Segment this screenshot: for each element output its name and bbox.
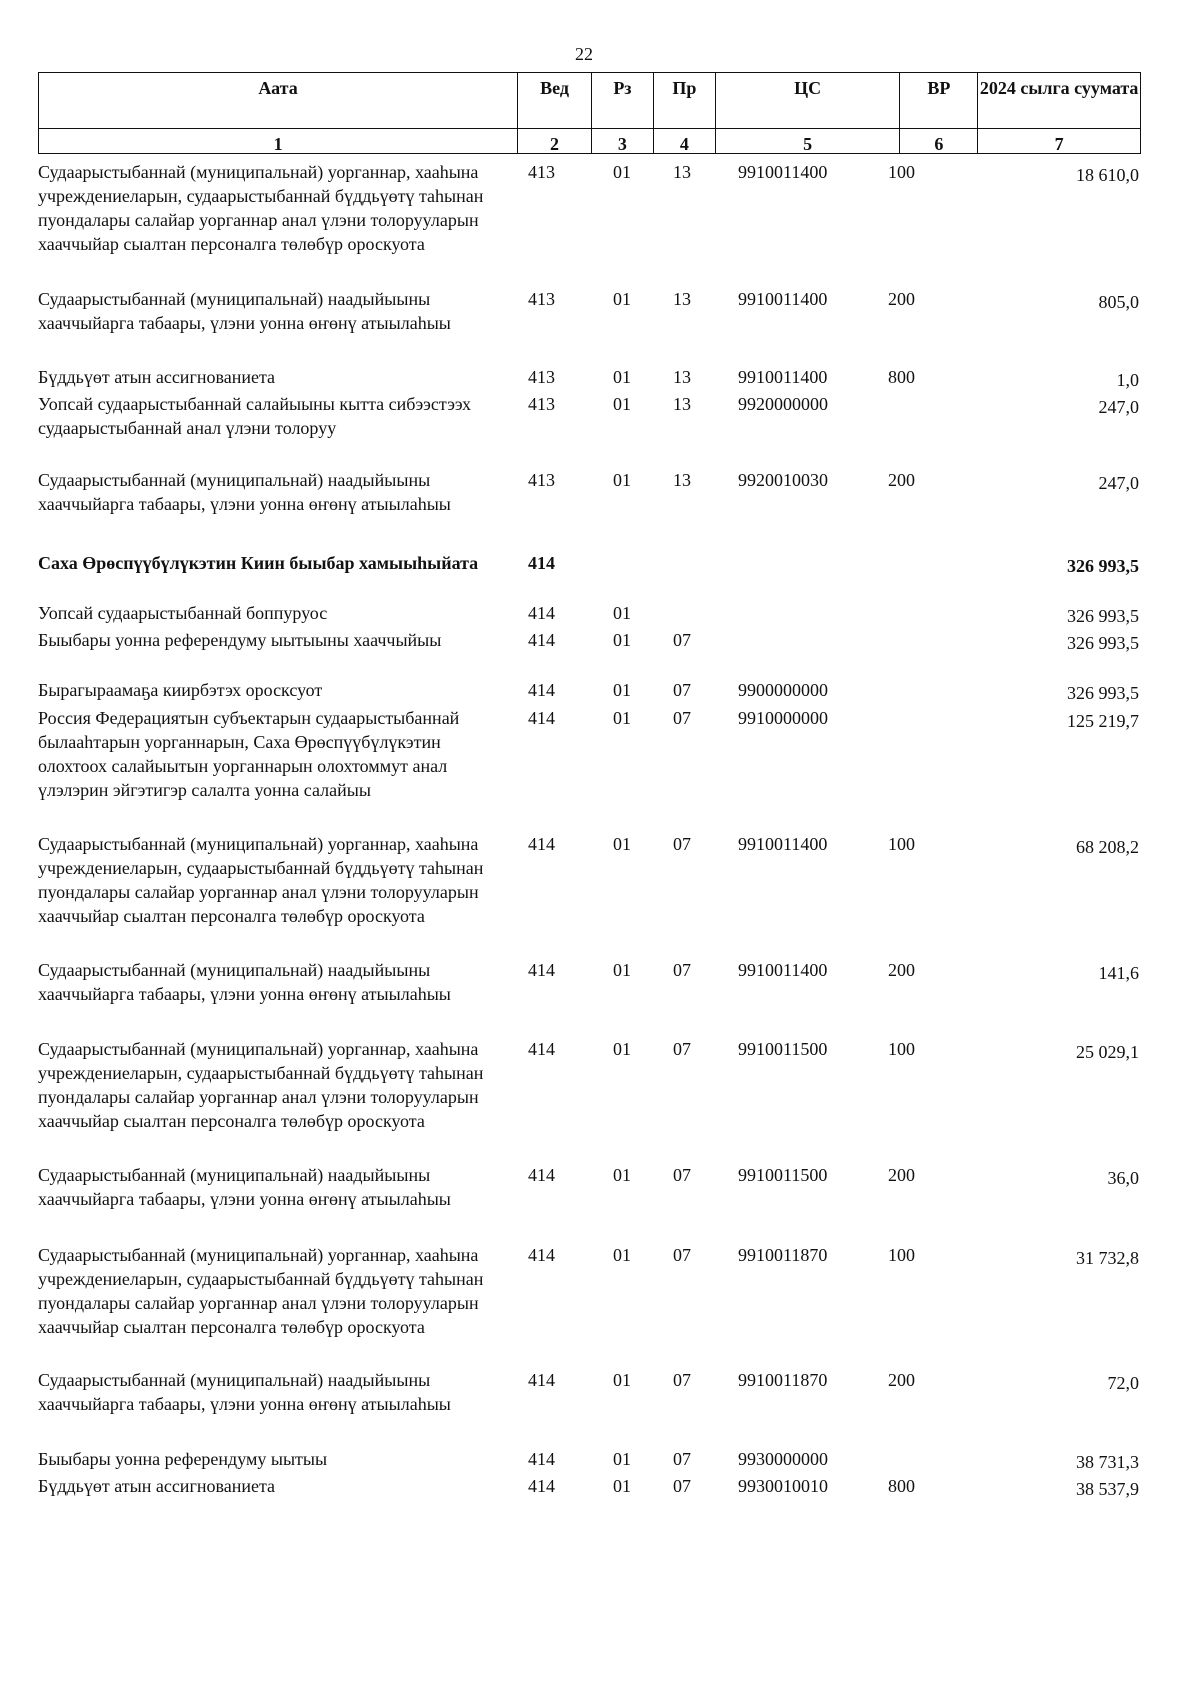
row-rz: 01 — [613, 1165, 631, 1185]
row-name: Судаарыстыбаннай (муниципальнай) уорганнар, хааһына учреждениеларын, судаарыстыбаннай бүддьүөтү таһынан пуондалары салайар уорганнар анал үлэни толорууларын хааччыйар сыалтан персоналга төлөбүр ороскуота — [38, 162, 484, 254]
row-name: Судаарыстыбаннай (муниципальнай) наадыйыыны хааччыйарга табаары, үлэни уонна өҥөнү атыылаһыы — [38, 1370, 451, 1414]
column-number: 4 — [654, 129, 716, 153]
header-row — [38, 72, 1141, 128]
row-rz: 01 — [613, 680, 631, 700]
column-number: 5 — [716, 129, 901, 153]
row-pr: 07 — [673, 1245, 691, 1265]
row-cs: 9910011400 — [738, 960, 828, 980]
row-name: Судаарыстыбаннай (муниципальнай) наадыйыыны хааччыйарга табаары, үлэни уонна өҥөнү атыылаһыы — [38, 1165, 451, 1209]
row-pr: 07 — [673, 1449, 691, 1469]
column-number: 7 — [1054, 134, 1064, 154]
column-number: 2 — [518, 129, 592, 153]
row-vr: 800 — [888, 1476, 915, 1496]
row-sum: 68 208,2 — [1076, 837, 1139, 857]
row-sum: 326 993,5 — [1067, 683, 1139, 703]
row-rz: 01 — [613, 367, 631, 387]
row-pr: 07 — [673, 1370, 691, 1390]
row-vr: 200 — [888, 1165, 915, 1185]
row-pr: 13 — [673, 470, 691, 490]
row-pr: 07 — [673, 960, 691, 980]
budget-table-header — [38, 72, 1141, 154]
row-cs: 9910011400 — [738, 367, 828, 387]
row-vr: 200 — [888, 1370, 915, 1390]
row-ved: 413 — [528, 394, 555, 414]
row-name: Бырагыраамаҕа киирбэтэх оросксуот — [38, 680, 323, 700]
row-rz: 01 — [613, 1245, 631, 1265]
row-vr: 800 — [888, 367, 915, 387]
row-sum: 247,0 — [1098, 473, 1139, 493]
row-rz: 01 — [613, 162, 631, 182]
row-ved: 413 — [528, 289, 555, 309]
row-ved: 414 — [528, 1039, 555, 1059]
header-sum: 2024 сылга суумата — [979, 78, 1139, 98]
row-rz: 01 — [613, 1370, 631, 1390]
row-sum: 38 537,9 — [1076, 1479, 1139, 1499]
row-rz: 01 — [613, 289, 631, 309]
row-pr: 13 — [673, 367, 691, 387]
row-sum: 326 993,5 — [1067, 633, 1139, 653]
row-ved: 414 — [528, 960, 555, 980]
row-rz: 01 — [613, 708, 631, 728]
row-ved: 414 — [528, 553, 555, 573]
header-cs: ЦС — [716, 73, 901, 128]
row-pr: 07 — [673, 680, 691, 700]
row-pr: 13 — [673, 162, 691, 182]
header-rz: Рз — [592, 73, 654, 128]
row-pr: 13 — [673, 394, 691, 414]
row-ved: 414 — [528, 1370, 555, 1390]
row-pr: 07 — [673, 1039, 691, 1059]
row-cs: 9910011400 — [738, 162, 828, 182]
row-cs: 9910011870 — [738, 1370, 828, 1390]
row-cs: 9930000000 — [738, 1449, 828, 1469]
row-name: Бүддьүөт атын ассигнованиета — [38, 1476, 276, 1496]
row-name: Судаарыстыбаннай (муниципальнай) уорганнар, хааһына учреждениеларын, судаарыстыбаннай бүддьүөтү таһынан пуондалары салайар уорганнар анал үлэни толорууларын хааччыйар сыалтан персоналга төлөбүр ороскуота — [38, 834, 484, 926]
row-cs: 9910011500 — [738, 1039, 828, 1059]
row-vr: 100 — [888, 162, 915, 182]
row-rz: 01 — [613, 1449, 631, 1469]
row-ved: 414 — [528, 1476, 555, 1496]
row-sum: 326 993,5 — [1067, 556, 1139, 576]
row-ved: 413 — [528, 162, 555, 182]
row-sum: 141,6 — [1098, 963, 1139, 983]
row-cs: 9900000000 — [738, 680, 828, 700]
row-sum: 326 993,5 — [1067, 606, 1139, 626]
row-name: Судаарыстыбаннай (муниципальнай) наадыйыыны хааччыйарга табаары, үлэни уонна өҥөнү атыылаһыы — [38, 960, 451, 1004]
row-sum: 25 029,1 — [1076, 1042, 1139, 1062]
row-vr: 200 — [888, 960, 915, 980]
row-name: Уопсай судаарыстыбаннай салайыыны кытта сибээстээх судаарыстыбаннай анал үлэни толоруу — [38, 394, 471, 438]
row-ved: 414 — [528, 603, 555, 623]
row-name: Судаарыстыбаннай (муниципальнай) наадыйыыны хааччыйарга табаары, үлэни уонна өҥөнү атыылаһыы — [38, 289, 451, 333]
page-number: 22 — [575, 44, 593, 64]
row-ved: 414 — [528, 708, 555, 728]
row-cs: 9920000000 — [738, 394, 828, 414]
row-pr: 07 — [673, 708, 691, 728]
row-cs: 9910011400 — [738, 289, 828, 309]
row-sum: 72,0 — [1107, 1373, 1139, 1393]
row-sum: 125 219,7 — [1067, 711, 1139, 731]
row-ved: 414 — [528, 1165, 555, 1185]
row-ved: 414 — [528, 1245, 555, 1265]
row-name: Судаарыстыбаннай (муниципальнай) уорганнар, хааһына учреждениеларын, судаарыстыбаннай бүддьүөтү таһынан пуондалары салайар уорганнар анал үлэни толорууларын хааччыйар сыалтан персоналга төлөбүр ороскуота — [38, 1245, 484, 1337]
row-name: Судаарыстыбаннай (муниципальнай) наадыйыыны хааччыйарга табаары, үлэни уонна өҥөнү атыылаһыы — [38, 470, 451, 514]
row-cs: 9930010010 — [738, 1476, 828, 1496]
row-rz: 01 — [613, 470, 631, 490]
row-sum: 1,0 — [1116, 370, 1139, 390]
row-rz: 01 — [613, 834, 631, 854]
row-ved: 413 — [528, 367, 555, 387]
row-rz: 01 — [613, 630, 631, 650]
row-sum: 36,0 — [1107, 1168, 1139, 1188]
row-name: Саха Өрөспүүбүлүкэтин Киин быыбар хамыыһыйата — [38, 553, 479, 573]
row-name: Быыбары уонна референдуму ыытыы — [38, 1449, 328, 1469]
row-rz: 01 — [613, 960, 631, 980]
row-cs: 9910000000 — [738, 708, 828, 728]
row-cs: 9920010030 — [738, 470, 828, 490]
row-rz: 01 — [613, 1476, 631, 1496]
row-cs: 9910011870 — [738, 1245, 828, 1265]
row-vr: 200 — [888, 289, 915, 309]
row-sum: 38 731,3 — [1076, 1452, 1139, 1472]
row-rz: 01 — [613, 394, 631, 414]
row-ved: 414 — [528, 834, 555, 854]
row-vr: 100 — [888, 834, 915, 854]
row-sum: 18 610,0 — [1076, 165, 1139, 185]
row-rz: 01 — [613, 603, 631, 623]
header-vr: ВР — [900, 73, 978, 128]
row-vr: 200 — [888, 470, 915, 490]
row-name: Уопсай судаарыстыбаннай боппуруос — [38, 603, 328, 623]
column-number: 1 — [39, 129, 518, 153]
row-ved: 413 — [528, 470, 555, 490]
row-cs: 9910011400 — [738, 834, 828, 854]
row-sum: 31 732,8 — [1076, 1248, 1139, 1268]
row-ved: 414 — [528, 630, 555, 650]
header-pr: Пр — [654, 73, 716, 128]
row-ved: 414 — [528, 680, 555, 700]
row-vr: 100 — [888, 1039, 915, 1059]
row-pr: 07 — [673, 630, 691, 650]
row-pr: 07 — [673, 1476, 691, 1496]
row-name: Россия Федерациятын субъектарын судаарыстыбаннай былааһтарын уорганнарын, Саха Өрөспүүбүлүкэтин олохтоох салайыытын уорганнарын олохтоммут анал үлэлэрин эйгэтигэр салалта уонна салайыы — [38, 708, 460, 800]
header-ved: Вед — [518, 73, 592, 128]
row-vr: 100 — [888, 1245, 915, 1265]
row-name: Судаарыстыбаннай (муниципальнай) уорганнар, хааһына учреждениеларын, судаарыстыбаннай бүддьүөтү таһынан пуондалары салайар уорганнар анал үлэни толорууларын хааччыйар сыалтан персоналга төлөбүр ороскуота — [38, 1039, 484, 1131]
row-pr: 07 — [673, 834, 691, 854]
row-pr: 13 — [673, 289, 691, 309]
row-sum: 247,0 — [1098, 397, 1139, 417]
row-name: Бүддьүөт атын ассигнованиета — [38, 367, 276, 387]
column-number: 3 — [592, 129, 654, 153]
header-name: Аата — [39, 73, 518, 128]
row-name: Быыбары уонна референдуму ыытыыны хааччыйыы — [38, 630, 442, 650]
row-ved: 414 — [528, 1449, 555, 1469]
row-pr: 07 — [673, 1165, 691, 1185]
column-number: 6 — [900, 129, 978, 153]
row-sum: 805,0 — [1098, 292, 1139, 312]
column-number-row — [38, 128, 1141, 154]
row-rz: 01 — [613, 1039, 631, 1059]
row-cs: 9910011500 — [738, 1165, 828, 1185]
